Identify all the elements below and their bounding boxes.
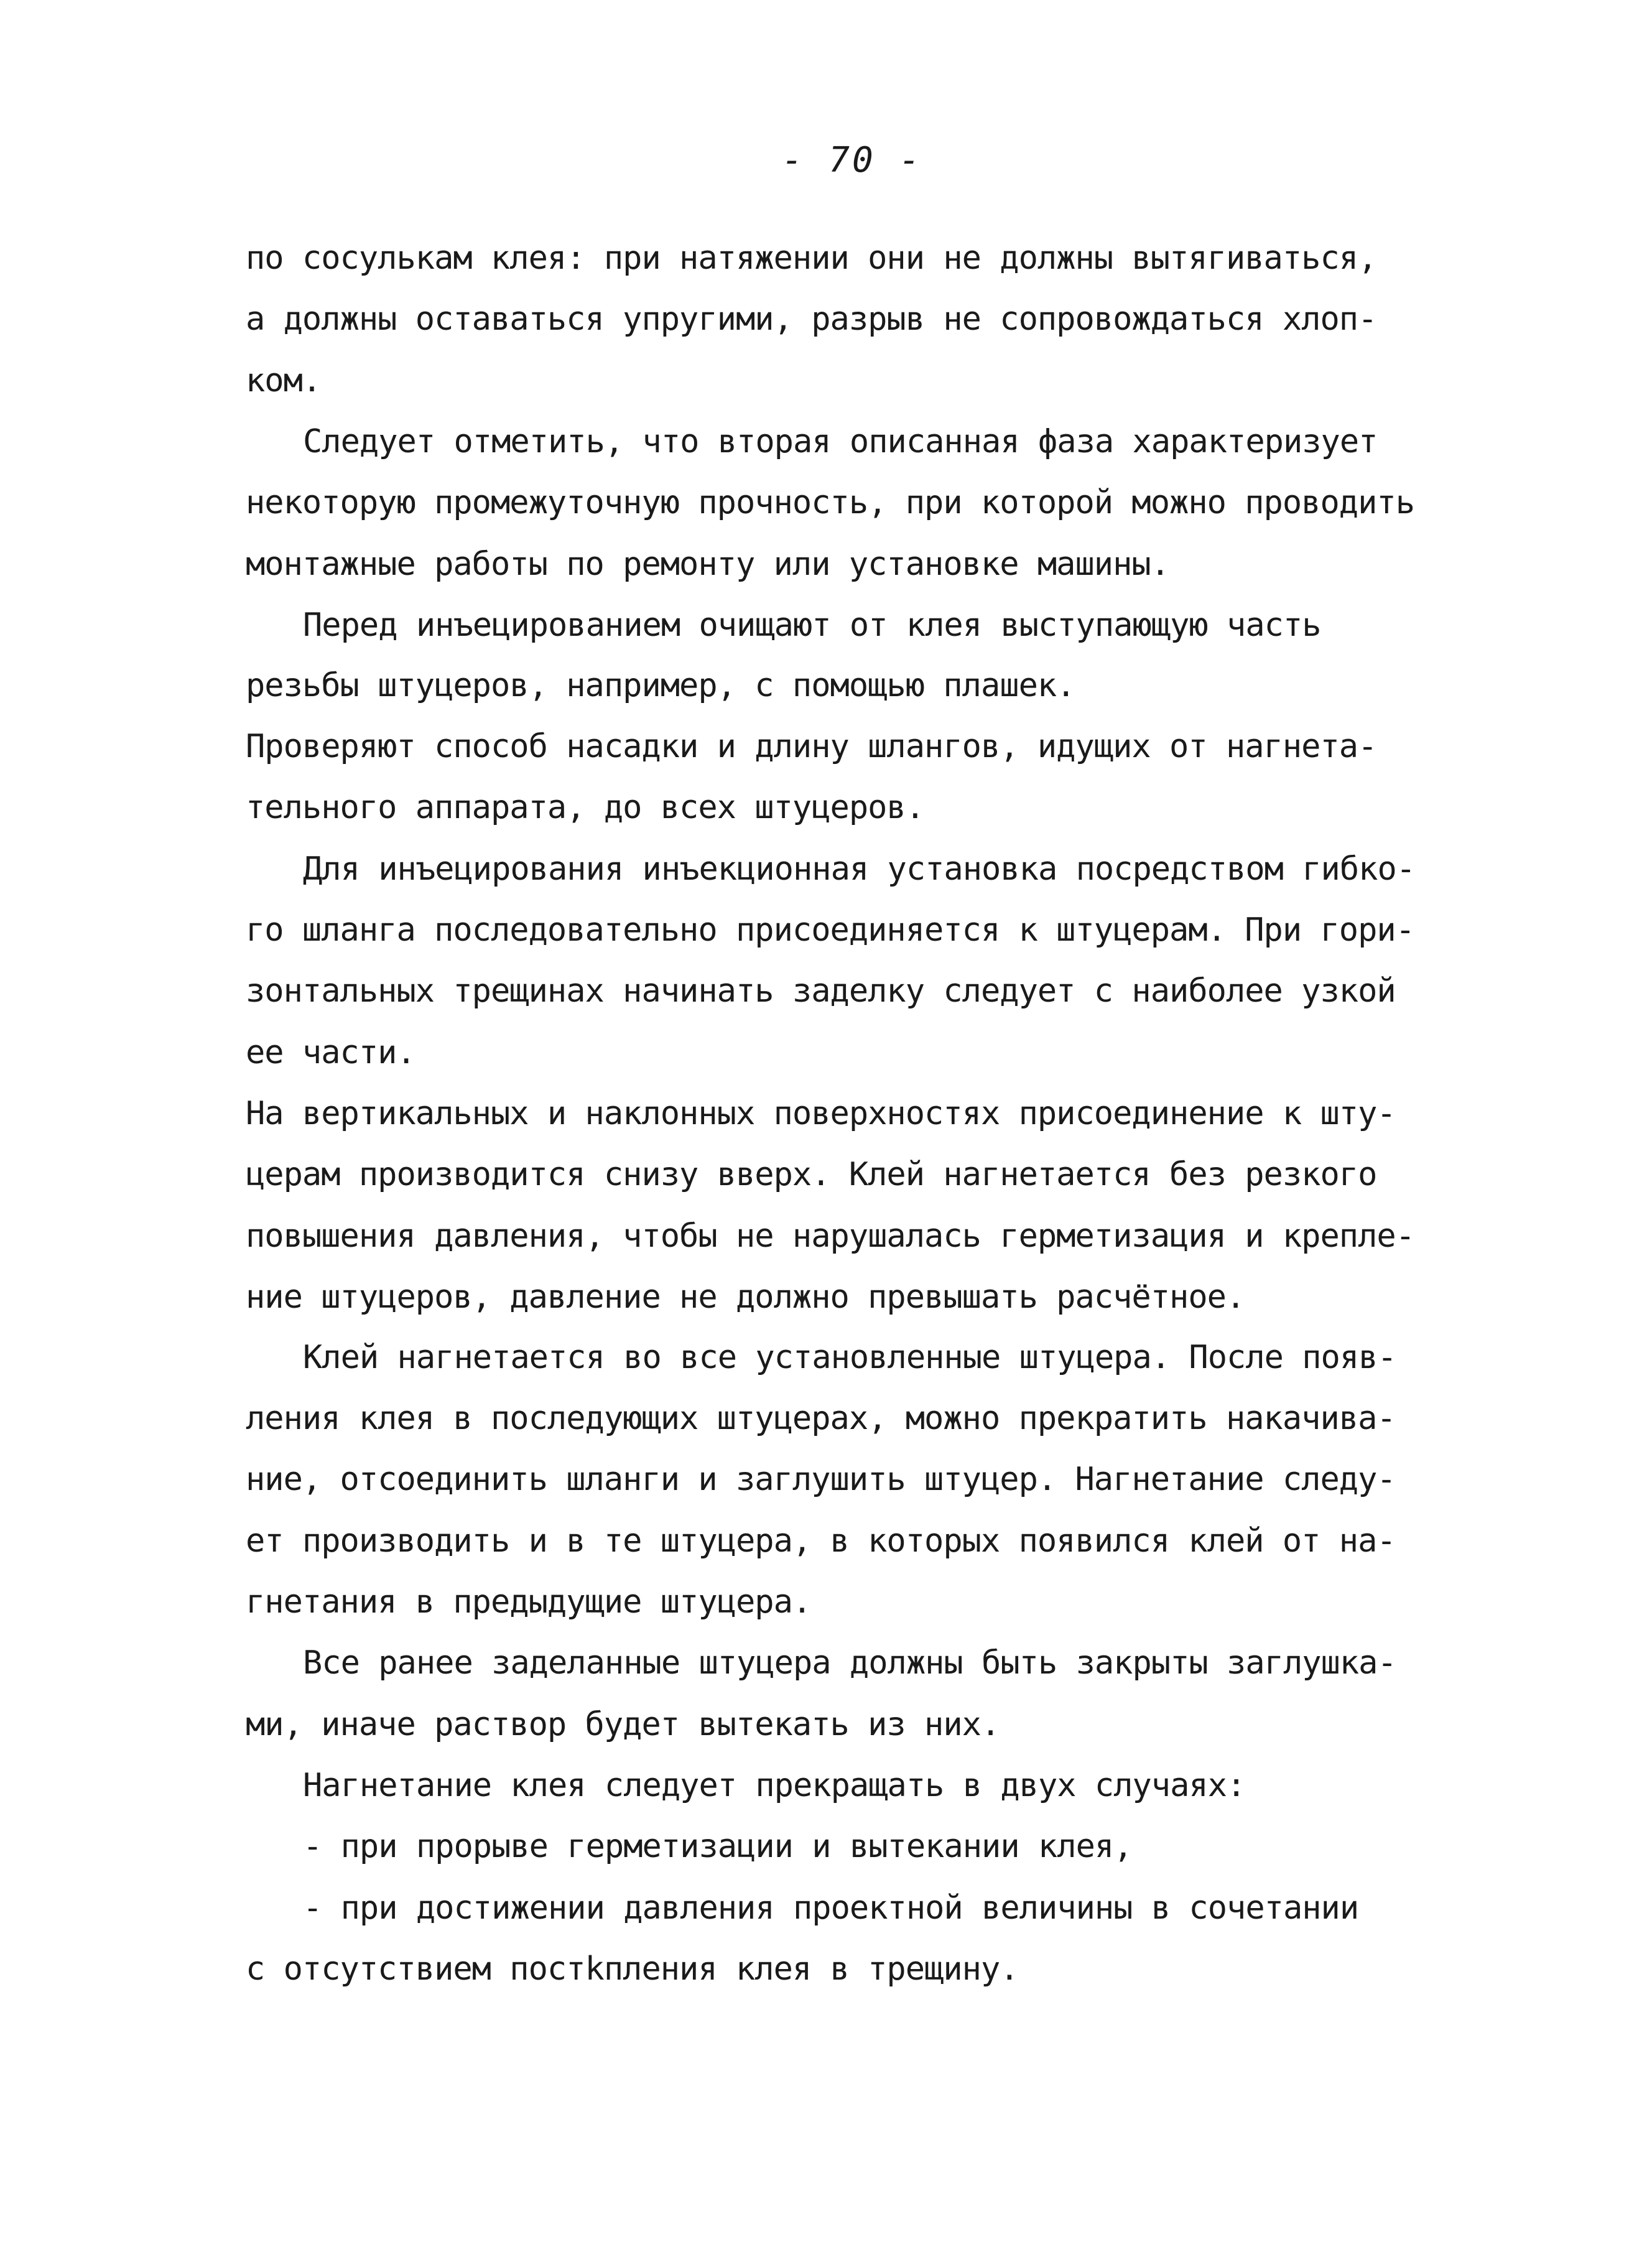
- text-line: монтажные работы по ремонту или установке машины.: [246, 546, 1170, 583]
- text-line: - при прорыве герметизации и вытекании клея,: [303, 1828, 1133, 1865]
- text-line: - при достижении давления проектной величины в сочетании: [303, 1889, 1359, 1927]
- text-line: ние штуцеров, давление не должно превышать расчётное.: [246, 1278, 1245, 1316]
- text-line: Клей нагнетается во все установленные штуцера. После появ-: [303, 1339, 1396, 1376]
- text-line: повышения давления, чтобы не нарушалась герметизация и крепле-: [246, 1218, 1415, 1255]
- text-line: ми, иначе раствор будет вытекать из них.: [246, 1706, 1000, 1743]
- text-line: ком.: [246, 362, 322, 399]
- text-line: тельного аппарата, до всех штуцеров.: [246, 789, 925, 826]
- text-line: ние, отсоединить шланги и заглушить штуцер. Нагнетание следу-: [246, 1461, 1396, 1498]
- text-line: ее части.: [246, 1034, 415, 1071]
- text-line: с отсутствием постkпления клея в трещину.: [246, 1950, 1019, 1988]
- text-line: Перед инъецированием очищают от клея выступающую часть: [303, 607, 1321, 644]
- text-line: Нагнетание клея следует прекращать в двух случаях:: [303, 1767, 1246, 1804]
- text-line: некоторую промежуточную прочность, при которой можно проводить: [246, 484, 1415, 521]
- text-line: гнетания в предыдущие штуцера.: [246, 1583, 812, 1621]
- text-line: Проверяют способ насадки и длину шлангов, идущих от нагнета-: [246, 728, 1377, 765]
- text-line: Для инъецирования инъекционная установка посредством гибко-: [303, 850, 1416, 888]
- text-line: резьбы штуцеров, например, с помощью плашек.: [246, 667, 1075, 704]
- text-line: ет производить и в те штуцера, в которых появился клей от на-: [246, 1522, 1396, 1560]
- page-number: - 70 -: [781, 140, 923, 180]
- text-line: церам производится снизу вверх. Клей нагнетается без резкого: [246, 1156, 1377, 1193]
- text-line: го шланга последовательно присоединяется к штуцерам. При гори-: [246, 911, 1415, 949]
- text-line: зонтальных трещинах начинать заделку следует с наиболее узкой: [246, 972, 1396, 1010]
- text-line: Все ранее заделанные штуцера должны быть закрыты заглушка-: [303, 1644, 1396, 1682]
- text-line: На вертикальных и наклонных поверхностях присоединение к шту-: [246, 1095, 1396, 1132]
- text-line: Следует отметить, что вторая описанная фаза характеризует: [303, 423, 1378, 460]
- text-line: ления клея в последующих штуцерах, можно прекратить накачива-: [246, 1400, 1396, 1437]
- text-line: по сосулькам клея: при натяжении они не должны вытягиваться,: [246, 240, 1377, 277]
- text-line: а должны оставаться упругими, разрыв не сопровождаться хлоп-: [246, 300, 1377, 338]
